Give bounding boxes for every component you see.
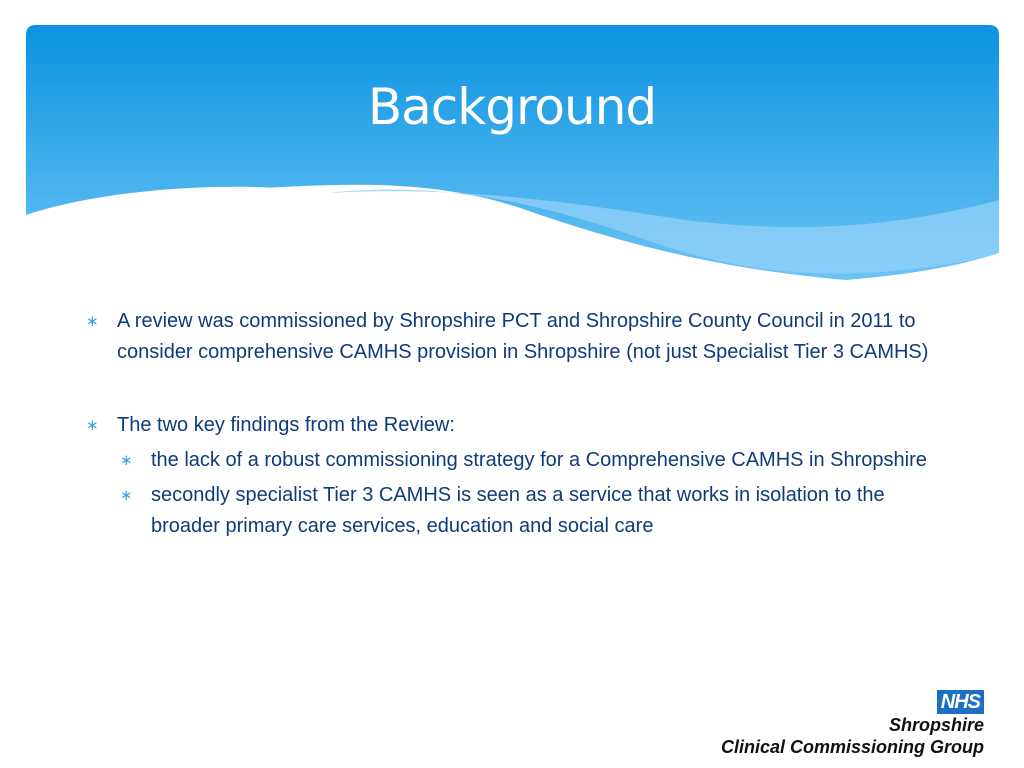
bullet-text: A review was commissioned by Shropshire PCT and Shropshire County Council in 2011 to consider comprehensive CAMHS provision in Shropshire (not just Specialist Tier 3 CAMHS) <box>117 310 929 363</box>
sub-bullet-text: secondly specialist Tier 3 CAMHS is seen as a service that works in isolation to the broader primary care services, education and social care <box>151 484 885 537</box>
wave-banner-graphic <box>26 25 999 295</box>
nhs-badge: NHS <box>937 690 984 714</box>
logo-line-2: Clinical Commissioning Group <box>720 737 984 757</box>
slide-body <box>86 306 956 542</box>
sub-bullet-item <box>86 480 956 542</box>
nhs-logo <box>721 690 984 758</box>
asterisk-bullet-icon: ∗ <box>86 313 99 330</box>
bullet-text: The two key findings from the Review: <box>117 414 455 436</box>
title-banner <box>26 25 999 295</box>
bullet-item <box>86 306 956 368</box>
asterisk-bullet-icon: ∗ <box>120 487 133 504</box>
sub-bullet-text: the lack of a robust commissioning strategy for a Comprehensive CAMHS in Shropshire <box>151 449 927 471</box>
asterisk-bullet-icon: ∗ <box>120 452 133 469</box>
asterisk-bullet-icon: ∗ <box>86 417 99 434</box>
sub-bullet-item <box>86 445 956 476</box>
logo-line-1: Shropshire <box>888 715 984 735</box>
bullet-item <box>86 410 956 441</box>
slide-title: Background <box>367 78 657 136</box>
